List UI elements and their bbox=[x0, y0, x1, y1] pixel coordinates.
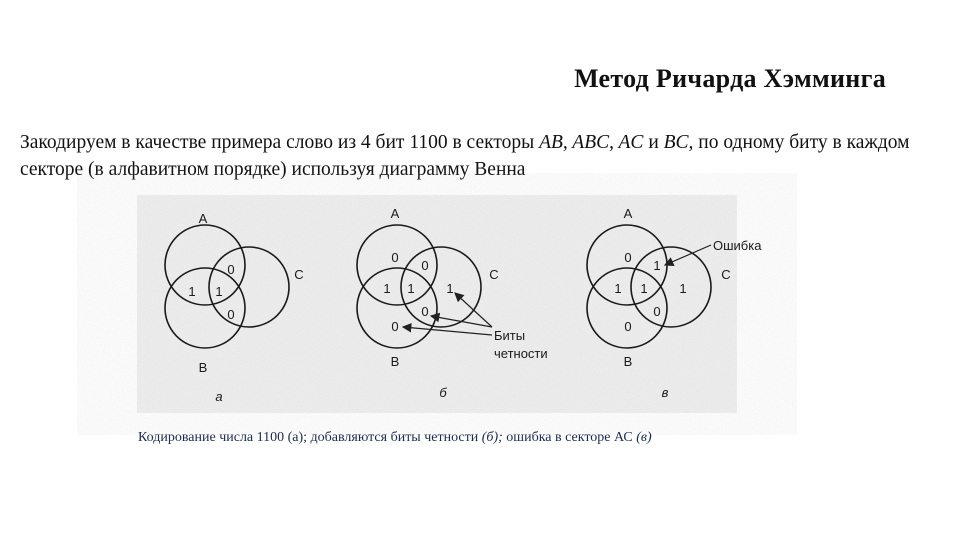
value-v-AC: 1 bbox=[653, 258, 661, 273]
value-v-AB: 1 bbox=[614, 281, 622, 296]
value-a-ABC: 1 bbox=[215, 284, 223, 299]
venn-figure bbox=[137, 195, 762, 413]
caption-text-1: Кодирование числа 1100 (а); добавляются биты четности bbox=[138, 430, 482, 445]
value-b-BC: 0 bbox=[421, 304, 429, 319]
error-label: Ошибка bbox=[713, 238, 762, 253]
value-v-ABC: 1 bbox=[640, 281, 648, 296]
value-v-BC: 0 bbox=[653, 304, 661, 319]
paragraph-text-1: Закодируем в качестве примера слово из 4 бит 1100 в секторы bbox=[20, 132, 540, 153]
label-a-B: B bbox=[198, 360, 208, 375]
paragraph-sectors-2: BC, bbox=[663, 132, 694, 153]
figure-caption bbox=[138, 430, 652, 446]
paragraph-sectors-1: AB, ABC, AC bbox=[539, 132, 644, 153]
sublabel-b: б bbox=[439, 385, 447, 400]
intro-paragraph bbox=[20, 129, 920, 183]
value-a-AB: 1 bbox=[188, 284, 196, 299]
caption-text-2: ошибка в секторе АС bbox=[502, 430, 637, 445]
value-b-AB: 1 bbox=[383, 281, 391, 296]
value-b-ABC: 1 bbox=[407, 281, 415, 296]
venn-diagrams-svg bbox=[137, 195, 762, 413]
value-b-C: 1 bbox=[446, 281, 454, 296]
label-a-C: C bbox=[294, 267, 304, 282]
label-b-A: A bbox=[390, 206, 400, 221]
value-b-AC: 0 bbox=[421, 258, 429, 273]
paragraph-text-2: и bbox=[643, 132, 664, 153]
slide-title: Метод Ричарда Хэмминга bbox=[574, 64, 886, 93]
parity-label-line1: Биты bbox=[494, 328, 526, 343]
label-b-C: C bbox=[489, 267, 499, 282]
sublabel-v: в bbox=[661, 385, 669, 400]
value-v-A: 0 bbox=[624, 250, 632, 265]
label-v-C: C bbox=[721, 267, 731, 282]
value-b-A: 0 bbox=[391, 250, 399, 265]
value-b-B: 0 bbox=[391, 319, 399, 334]
value-a-AC: 0 bbox=[227, 262, 235, 277]
label-b-B: B bbox=[390, 354, 400, 369]
parity-label-line2: четности bbox=[494, 346, 548, 361]
label-v-A: A bbox=[623, 206, 633, 221]
caption-b-label: (б); bbox=[481, 430, 503, 445]
value-v-C: 1 bbox=[679, 281, 687, 296]
label-v-B: B bbox=[623, 354, 633, 369]
sublabel-a: a bbox=[215, 389, 223, 404]
caption-v-label: (в) bbox=[636, 430, 652, 445]
paragraph-text-3: по одному биту в каждом секторе (в алфавитном порядке) используя диаграмму Венна bbox=[20, 132, 910, 180]
value-a-BC: 0 bbox=[227, 307, 235, 322]
label-a-A: A bbox=[198, 211, 208, 226]
value-v-B: 0 bbox=[624, 319, 632, 334]
